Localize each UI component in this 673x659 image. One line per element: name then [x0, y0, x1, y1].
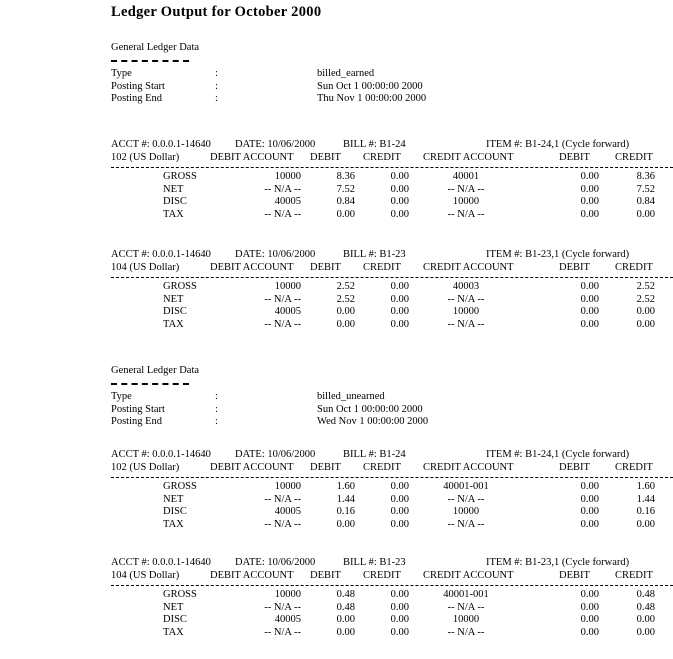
acct-number: ACCT #: 0.0.0.1-14640 — [111, 139, 211, 150]
cell-debit: 0.00 — [336, 306, 355, 317]
cell-debit-2: 0.00 — [580, 306, 599, 317]
cell-credit: 0.00 — [390, 208, 409, 220]
row-label: GROSS — [163, 281, 197, 292]
cell-debit: 0.48 — [336, 601, 355, 613]
table-row — [111, 614, 673, 627]
cell-credit-2: 1.60 — [636, 481, 655, 492]
meta-row — [111, 416, 428, 429]
row-label: NET — [163, 293, 184, 305]
acct-number: ACCT #: 0.0.0.1-14640 — [111, 557, 211, 568]
cell-credit: 0.00 — [390, 614, 409, 625]
block-header — [111, 139, 673, 165]
row-label: DISC — [163, 506, 187, 517]
cell-debit-account: 10000 — [274, 281, 301, 292]
cell-credit-2: 0.00 — [636, 626, 655, 638]
cell-debit-account: -- N/A -- — [264, 493, 301, 505]
column-header-debit-account: DEBIT ACCOUNT — [210, 152, 294, 163]
cell-credit: 0.00 — [390, 589, 409, 600]
table-divider — [111, 167, 673, 168]
table-row — [111, 589, 673, 602]
ledger-block — [111, 449, 673, 531]
column-header-credit-account: CREDIT ACCOUNT — [423, 462, 514, 473]
column-header-debit: DEBIT — [310, 462, 341, 473]
table-divider — [111, 277, 673, 278]
cell-debit: 0.00 — [336, 208, 355, 220]
meta-value: billed_unearned — [317, 391, 385, 402]
item-number: ITEM #: B1-23,1 (Cycle forward) — [486, 249, 630, 260]
cell-credit-account: -- N/A -- — [447, 293, 485, 305]
bill-number: BILL #: B1-24 — [343, 449, 406, 460]
ledger-block — [111, 139, 673, 221]
meta-label: Type — [111, 391, 132, 402]
cell-credit-account: 40001 — [452, 171, 480, 182]
cell-debit: 1.44 — [336, 493, 355, 505]
ledger-rows — [111, 281, 673, 331]
row-label: TAX — [163, 626, 184, 638]
meta-label: Posting End — [111, 416, 163, 427]
meta-row — [111, 93, 426, 106]
column-header-debit-2: DEBIT — [559, 570, 590, 581]
meta-value: Sun Oct 1 00:00:00 2000 — [317, 403, 423, 415]
cell-credit-2: 0.00 — [636, 518, 655, 530]
cell-debit-2: 0.00 — [580, 293, 599, 305]
cell-debit-2: 0.00 — [580, 481, 599, 492]
column-header-credit-2: CREDIT — [615, 570, 653, 581]
row-label: DISC — [163, 196, 187, 207]
column-header-debit-account: DEBIT ACCOUNT — [210, 462, 294, 473]
cell-debit-2: 0.00 — [580, 506, 599, 517]
column-header-credit: CREDIT — [363, 570, 401, 581]
cell-credit-2: 0.00 — [636, 208, 655, 220]
column-header-credit-account: CREDIT ACCOUNT — [423, 570, 514, 581]
cell-debit: 1.60 — [336, 481, 355, 492]
table-divider — [111, 477, 673, 478]
block-date: DATE: 10/06/2000 — [235, 249, 316, 260]
cell-debit-2: 0.00 — [580, 601, 599, 613]
meta-colon: : — [215, 416, 218, 427]
cell-credit-account: 10000 — [452, 196, 480, 207]
cell-debit-2: 0.00 — [580, 171, 599, 182]
table-row — [111, 281, 673, 294]
table-row — [111, 481, 673, 494]
meta-label: Type — [111, 68, 132, 79]
section-heading: General Ledger Data — [111, 365, 200, 376]
table-row — [111, 184, 673, 197]
cell-credit: 0.00 — [390, 518, 409, 530]
section-divider — [111, 383, 189, 385]
cell-debit-account: -- N/A -- — [264, 318, 301, 330]
cell-credit-account: -- N/A -- — [447, 183, 485, 195]
table-row — [111, 294, 673, 307]
cell-debit-2: 0.00 — [580, 318, 599, 330]
meta-row — [111, 404, 428, 417]
cell-credit-2: 0.00 — [636, 306, 655, 317]
table-row — [111, 506, 673, 519]
column-header-credit-account: CREDIT ACCOUNT — [423, 152, 514, 163]
cell-debit: 0.84 — [336, 196, 355, 207]
cell-debit-account: 10000 — [274, 589, 301, 600]
cell-credit: 0.00 — [390, 493, 409, 505]
meta-label: Posting Start — [111, 403, 165, 415]
meta-label: Posting Start — [111, 80, 165, 92]
column-header-credit-2: CREDIT — [615, 262, 653, 273]
cell-credit-account: -- N/A -- — [447, 493, 485, 505]
cell-credit-2: 0.48 — [636, 601, 655, 613]
cell-debit-2: 0.00 — [580, 493, 599, 505]
meta-value: Sun Oct 1 00:00:00 2000 — [317, 80, 423, 92]
currency-label: 102 (US Dollar) — [111, 152, 180, 163]
cell-credit: 0.00 — [390, 183, 409, 195]
cell-credit: 0.00 — [390, 506, 409, 517]
block-header — [111, 449, 673, 475]
meta-row — [111, 391, 428, 404]
bill-number: BILL #: B1-24 — [343, 139, 406, 150]
cell-debit-account: -- N/A -- — [264, 208, 301, 220]
row-label: DISC — [163, 306, 187, 317]
column-header-credit: CREDIT — [363, 462, 401, 473]
cell-debit: 0.16 — [336, 506, 355, 517]
column-header-debit-account: DEBIT ACCOUNT — [210, 262, 294, 273]
table-divider — [111, 585, 673, 586]
ledger-rows — [111, 171, 673, 221]
column-header-debit-2: DEBIT — [559, 462, 590, 473]
cell-credit-2: 8.36 — [636, 171, 655, 182]
meta-colon: : — [215, 391, 218, 402]
section-meta-table — [111, 68, 426, 106]
cell-debit-account: 40005 — [274, 614, 301, 625]
cell-credit: 0.00 — [390, 601, 409, 613]
row-label: NET — [163, 493, 184, 505]
cell-debit-account: 40005 — [274, 506, 301, 517]
block-header — [111, 249, 673, 275]
cell-credit: 0.00 — [390, 171, 409, 182]
column-header-credit-2: CREDIT — [615, 462, 653, 473]
acct-number: ACCT #: 0.0.0.1-14640 — [111, 249, 211, 260]
ledger-rows — [111, 481, 673, 531]
section-heading: General Ledger Data — [111, 42, 200, 53]
cell-debit-account: 40005 — [274, 306, 301, 317]
cell-credit-account: 40001-001 — [443, 481, 489, 492]
column-header-credit: CREDIT — [363, 152, 401, 163]
block-date: DATE: 10/06/2000 — [235, 557, 316, 568]
currency-label: 104 (US Dollar) — [111, 570, 180, 581]
cell-debit-2: 0.00 — [580, 183, 599, 195]
item-number: ITEM #: B1-24,1 (Cycle forward) — [486, 449, 630, 460]
cell-debit: 2.52 — [336, 281, 355, 292]
acct-number: ACCT #: 0.0.0.1-14640 — [111, 449, 211, 460]
cell-debit-account: -- N/A -- — [264, 183, 301, 195]
ledger-rows — [111, 589, 673, 639]
table-row — [111, 209, 673, 222]
ledger-block — [111, 557, 673, 639]
column-header-credit-account: CREDIT ACCOUNT — [423, 262, 514, 273]
meta-colon: : — [215, 80, 218, 92]
cell-credit-account: 10000 — [452, 506, 480, 517]
cell-debit-2: 0.00 — [580, 281, 599, 292]
cell-credit-account: -- N/A -- — [447, 601, 485, 613]
cell-credit: 0.00 — [390, 318, 409, 330]
row-label: TAX — [163, 518, 184, 530]
column-header-debit-2: DEBIT — [559, 262, 590, 273]
cell-debit: 0.00 — [336, 614, 355, 625]
column-header-debit-2: DEBIT — [559, 152, 590, 163]
cell-debit-2: 0.00 — [580, 208, 599, 220]
item-number: ITEM #: B1-24,1 (Cycle forward) — [486, 139, 630, 150]
meta-row — [111, 81, 426, 94]
cell-credit-2: 7.52 — [636, 183, 655, 195]
table-row — [111, 196, 673, 209]
table-row — [111, 519, 673, 532]
cell-credit-2: 2.52 — [636, 293, 655, 305]
column-header-credit-2: CREDIT — [615, 152, 653, 163]
cell-credit-2: 2.52 — [636, 281, 655, 292]
cell-credit: 0.00 — [390, 293, 409, 305]
meta-value: Thu Nov 1 00:00:00 2000 — [317, 93, 427, 104]
cell-debit-2: 0.00 — [580, 196, 599, 207]
cell-debit-account: 40005 — [274, 196, 301, 207]
table-row — [111, 494, 673, 507]
column-header-debit-account: DEBIT ACCOUNT — [210, 570, 294, 581]
cell-credit-2: 0.84 — [636, 196, 655, 207]
cell-credit-2: 0.48 — [636, 589, 655, 600]
row-label: DISC — [163, 614, 187, 625]
column-header-debit: DEBIT — [310, 262, 341, 273]
meta-value: billed_earned — [317, 68, 375, 79]
row-label: GROSS — [163, 171, 197, 182]
cell-debit-2: 0.00 — [580, 518, 599, 530]
cell-credit-account: 10000 — [452, 306, 480, 317]
table-row — [111, 319, 673, 332]
block-date: DATE: 10/06/2000 — [235, 139, 316, 150]
cell-debit-2: 0.00 — [580, 614, 599, 625]
table-row — [111, 306, 673, 319]
row-label: NET — [163, 183, 184, 195]
cell-credit-account: -- N/A -- — [447, 626, 485, 638]
cell-debit: 0.00 — [336, 518, 355, 530]
column-header-debit: DEBIT — [310, 570, 341, 581]
column-header-credit: CREDIT — [363, 262, 401, 273]
cell-debit-2: 0.00 — [580, 626, 599, 638]
meta-label: Posting End — [111, 93, 163, 104]
currency-label: 102 (US Dollar) — [111, 462, 180, 473]
row-label: GROSS — [163, 589, 197, 600]
bill-number: BILL #: B1-23 — [343, 557, 406, 568]
section-divider — [111, 60, 189, 62]
page-title: Ledger Output for October 2000 — [111, 4, 322, 20]
cell-debit: 8.36 — [336, 171, 355, 182]
cell-debit-account: -- N/A -- — [264, 626, 301, 638]
cell-debit: 7.52 — [336, 183, 355, 195]
cell-credit-account: 40003 — [452, 281, 480, 292]
cell-debit-account: -- N/A -- — [264, 601, 301, 613]
cell-credit: 0.00 — [390, 626, 409, 638]
block-header — [111, 557, 673, 583]
cell-debit: 2.52 — [336, 293, 355, 305]
cell-debit-2: 0.00 — [580, 589, 599, 600]
cell-debit: 0.00 — [336, 626, 355, 638]
row-label: GROSS — [163, 481, 197, 492]
cell-credit-2: 0.00 — [636, 614, 655, 625]
meta-value: Wed Nov 1 00:00:00 2000 — [317, 416, 429, 427]
cell-credit: 0.00 — [390, 281, 409, 292]
cell-credit-account: -- N/A -- — [447, 518, 485, 530]
cell-debit: 0.00 — [336, 318, 355, 330]
section-meta-table — [111, 391, 428, 429]
cell-credit: 0.00 — [390, 306, 409, 317]
item-number: ITEM #: B1-23,1 (Cycle forward) — [486, 557, 630, 568]
ledger-block — [111, 249, 673, 331]
cell-credit-account: -- N/A -- — [447, 318, 485, 330]
ledger-section-1 — [111, 41, 673, 106]
table-row — [111, 627, 673, 640]
cell-credit-2: 0.00 — [636, 318, 655, 330]
row-label: TAX — [163, 318, 184, 330]
cell-credit-account: -- N/A -- — [447, 208, 485, 220]
cell-credit: 0.00 — [390, 196, 409, 207]
cell-debit: 0.48 — [336, 589, 355, 600]
cell-credit-account: 10000 — [452, 614, 480, 625]
cell-credit-2: 0.16 — [636, 506, 655, 517]
meta-row — [111, 68, 426, 81]
cell-credit-account: 40001-001 — [443, 589, 489, 600]
row-label: NET — [163, 601, 184, 613]
cell-debit-account: 10000 — [274, 481, 301, 492]
cell-credit: 0.00 — [390, 481, 409, 492]
cell-debit-account: 10000 — [274, 171, 301, 182]
cell-credit-2: 1.44 — [636, 493, 655, 505]
table-row — [111, 602, 673, 615]
bill-number: BILL #: B1-23 — [343, 249, 406, 260]
ledger-section-2 — [111, 364, 673, 429]
table-row — [111, 171, 673, 184]
meta-colon: : — [215, 403, 218, 415]
row-label: TAX — [163, 208, 184, 220]
block-date: DATE: 10/06/2000 — [235, 449, 316, 460]
meta-colon: : — [215, 68, 218, 79]
meta-colon: : — [215, 93, 218, 104]
cell-debit-account: -- N/A -- — [264, 518, 301, 530]
column-header-debit: DEBIT — [310, 152, 341, 163]
cell-debit-account: -- N/A -- — [264, 293, 301, 305]
currency-label: 104 (US Dollar) — [111, 262, 180, 273]
